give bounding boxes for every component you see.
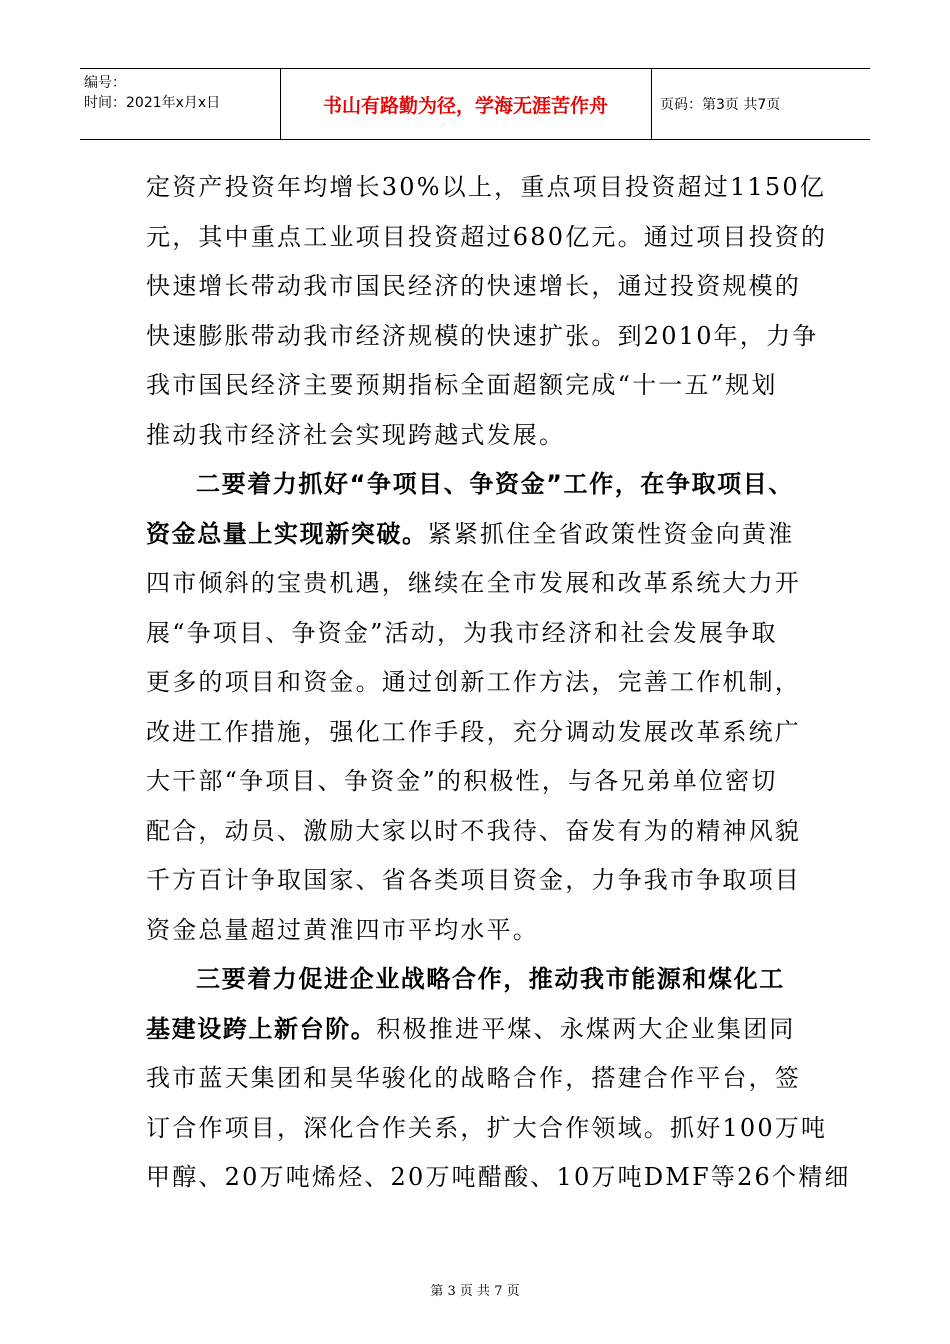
text-line: 我市蓝天集团和昊华骏化的战略合作，搭建合作平台，签 (146, 1064, 801, 1092)
paragraph-heading: 二要着力抓好“争项目、争资金”工作，在争取项目、 (196, 470, 794, 498)
text-line: 元，其中重点工业项目投资超过680亿元。通过项目投资的 (146, 222, 828, 251)
text-line: 四市倾斜的宝贵机遇，继续在全市发展和改革系统大力开 (146, 569, 801, 597)
text-line (146, 1005, 814, 1055)
header-page-info: 页码：第3页 共7页 (660, 97, 781, 113)
paragraph-heading: 资金总量上实现新突破。 (146, 519, 428, 548)
paragraph-heading: 基建设跨上新台阶。 (146, 1014, 377, 1043)
date-label: 时间：2021年x月x日 (84, 95, 221, 111)
text-line: 大干部“争项目、争资金”的积极性，与各兄弟单位密切 (146, 767, 778, 795)
document-body (146, 163, 851, 1203)
text-line: 订合作项目，深化合作关系，扩大合作领域。抓好100万吨 (146, 1113, 828, 1142)
text-line: 配合，动员、激励大家以时不我待、奋发有为的精神风貌 (146, 816, 801, 845)
text-line: 改进工作措施，强化工作手段，充分调动发展改革系统广 (146, 717, 801, 746)
text-line: 推动我市经济社会实现跨越式发展。 (146, 420, 566, 449)
text-line: 更多的项目和资金。通过创新工作方法，完善工作机制， (146, 668, 801, 696)
text-line: 定资产投资年均增长30%以上，重点项目投资超过1150亿 (146, 173, 827, 201)
text-line: 我市国民经济主要预期指标全面超额完成“十一五”规划 (146, 371, 778, 399)
header-meta (84, 73, 220, 113)
page-footer: 第 3 页 共 7 页 (430, 1284, 520, 1299)
text-span: 积极推进平煤、永煤两大企业集团同 (376, 1014, 796, 1043)
text-line: 快速膨胀带动我市经济规模的快速扩张。到2010年，力争 (146, 321, 819, 350)
header-divider (651, 69, 652, 139)
text-line: 快速增长带动我市国民经济的快速增长，通过投资规模的 (146, 272, 801, 300)
text-line: 千方百计争取国家、省各类项目资金，力争我市争取项目 (146, 866, 801, 894)
text-line: 展“争项目、争资金”活动，为我市经济和社会发展争取 (146, 618, 778, 647)
document-header (80, 68, 870, 140)
text-line: 资金总量超过黄淮四市平均水平。 (146, 915, 539, 944)
text-line (146, 510, 814, 560)
number-label: 编号： (84, 75, 126, 91)
text-span: 紧紧抓住全省政策性资金向黄淮 (427, 519, 795, 548)
header-motto: 书山有路勤为径，学海无涯苦作舟 (322, 94, 608, 117)
paragraph-heading: 三要着力促进企业战略合作，推动我市能源和煤化工 (196, 965, 785, 993)
text-line: 甲醇、20万吨烯烃、20万吨醋酸、10万吨DMF等26个精细 (146, 1163, 851, 1191)
